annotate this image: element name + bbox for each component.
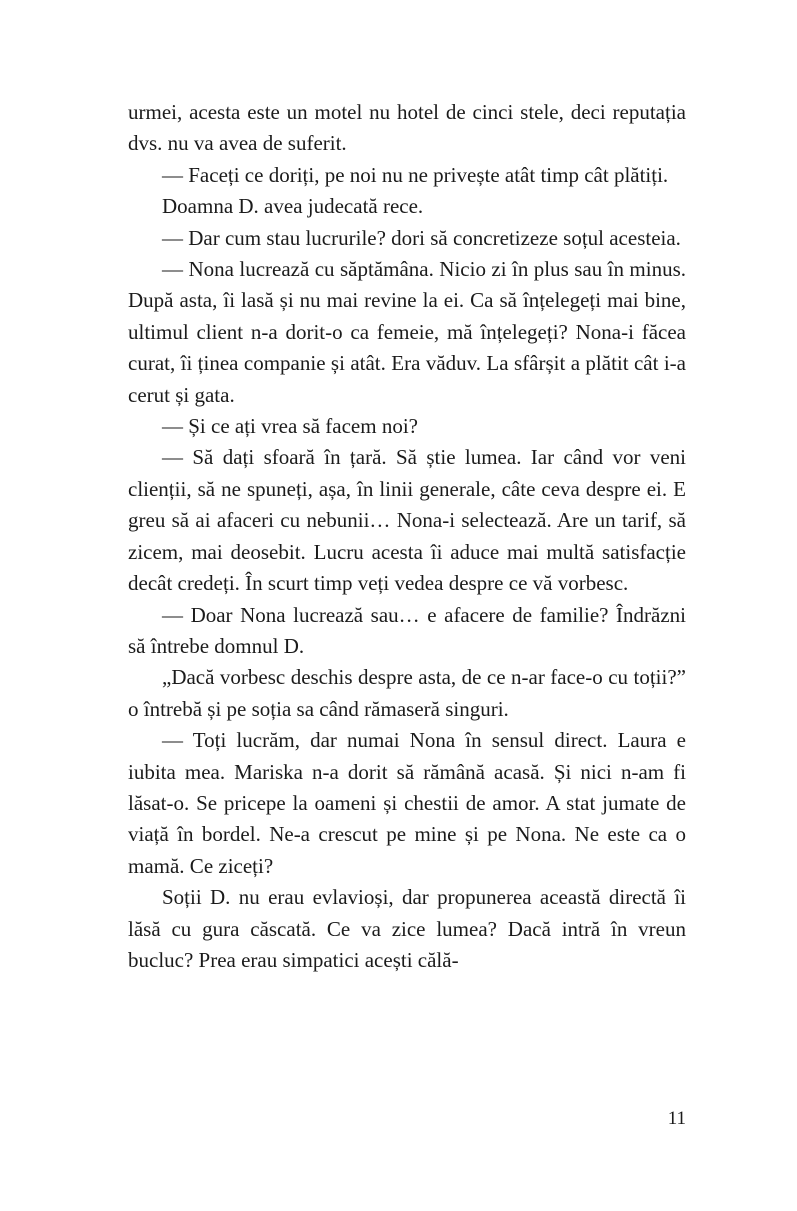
paragraph: — Doar Nona lucrează sau… e afacere de familie? Îndrăzni să întrebe domnul D. xyxy=(128,602,686,658)
paragraph: Soții D. nu erau evlavioși, dar propunerea această directă îi lăsă cu gura căscată. Ce va zice lumea? Dacă intră în vreun bucluc? Prea erau simpatici acești călă- xyxy=(128,885,686,972)
paragraph: — Dar cum stau lucrurile? dori să concretizeze soțul acesteia. xyxy=(162,225,681,250)
paragraph: — Să dați sfoară în țară. Să știe lumea. Iar când vor veni clienții, să ne spuneți, așa, în linii generale, câte ceva despre ei. E greu să ai afaceri cu nebunii… Nona-i selectează. Are un tarif, să zicem, mai deosebit. Lucru acesta îi aduce mai multă satisfacție decât credeți. În scurt timp veți vedea despre ce vă vorbesc. xyxy=(128,445,686,596)
paragraph: — Toți lucrăm, dar numai Nona în sensul direct. Laura e iubita mea. Mariska n-a dorit să rămână acasă. Și nici n-am fi lăsat-o. Se pricepe la oameni și chestii de amor. A stat jumate de viață în bordel. Ne-a crescut pe mine și pe Nona. Ne este ca o mamă. Ce ziceți? xyxy=(128,728,686,878)
paragraph: urmei, acesta este un motel nu hotel de cinci stele, deci reputația dvs. nu va avea de suferit. xyxy=(128,100,686,156)
paragraph: Doamna D. avea judecată rece. xyxy=(162,194,424,219)
text-block xyxy=(128,97,686,976)
paragraph: — Nona lucrează cu săptămâna. Nicio zi în plus sau în minus. După asta, îi lasă și nu mai revine la ei. Ca să înțelegeți mai bine, ultimul client n-a dorit-o ca femeie, mă înțelegeți? Nona-i făcea curat, îi ținea companie și atât. Era văduv. La sfârșit a plătit cât i-a cerut și gata. xyxy=(128,257,686,407)
paragraph: „Dacă vorbesc deschis despre asta, de ce n-ar face-o cu toții?” o întrebă și pe soția sa când rămaseră singuri. xyxy=(128,665,686,721)
page-number: 11 xyxy=(667,1108,686,1129)
paragraph: — Faceți ce doriți, pe noi nu ne privește atât timp cât plătiți. xyxy=(162,162,669,187)
paragraph: — Și ce ați vrea să facem noi? xyxy=(162,414,418,439)
